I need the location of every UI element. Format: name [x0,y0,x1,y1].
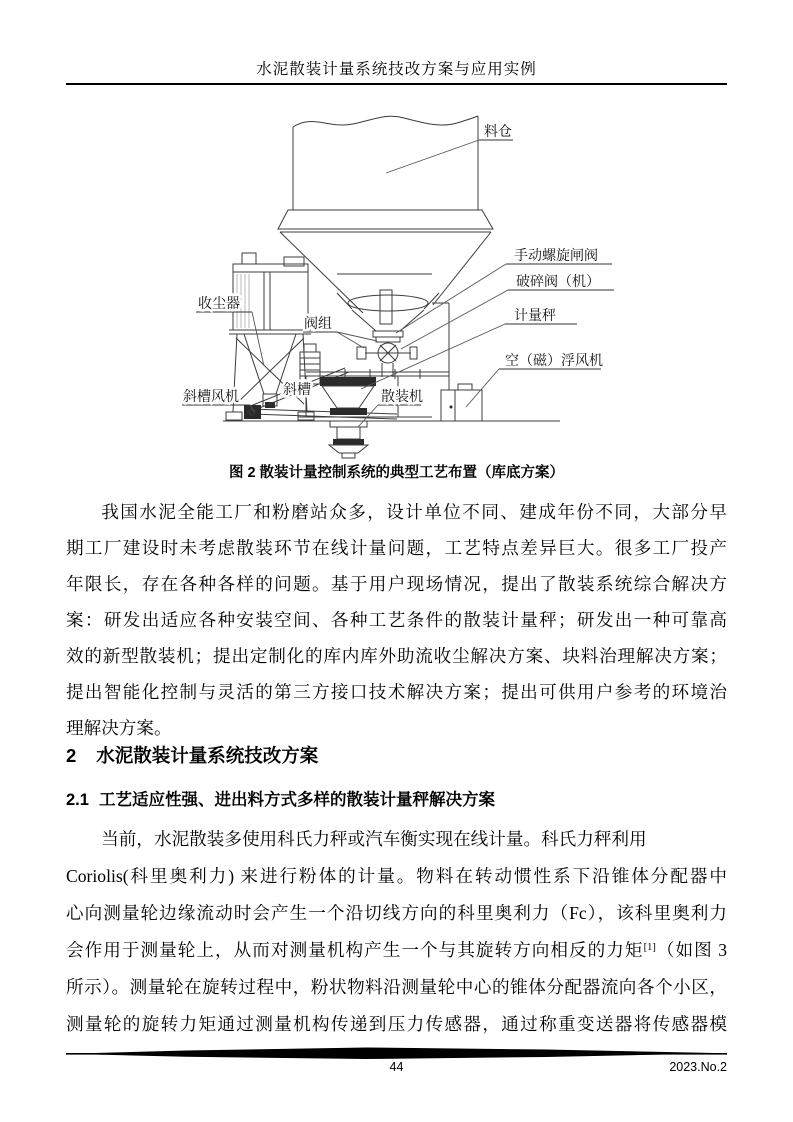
section-heading-2 [66,742,727,768]
subsection-number: 2.1 [66,791,89,809]
bulk-loader-shape [329,421,368,458]
footer-rule-shape [66,1046,727,1060]
line-text: 当前，水泥散装多使用科氏力秤或汽车衡实现在线计量。科氏力秤利用 [101,829,647,849]
label-valve-group: 阀组 [304,317,332,332]
line-text: 效的新型散装机；提出定制化的库内库外助流收尘解决方案、块料治理解决方案； [66,646,727,666]
label-manual-screw-gate-valve: 手动螺旋闸阀 [514,249,598,264]
line-text: 心向测量轮边缘流动时会产生一个沿切线方向的科里奥利力（Fc），该科里奥利力 [66,903,727,923]
text-line [66,929,727,966]
line-text-after: （如图 3 [655,940,727,960]
label-dust-collector: 收尘器 [198,297,240,312]
text-line [66,818,727,855]
figure-caption: 图 2 散装计量控制系统的典型工艺布置（库底方案） [228,465,565,481]
section-title: 水泥散装计量系统技改方案 [96,745,319,766]
text-line [66,855,727,892]
label-silo: 料仓 [484,125,512,140]
text-line [66,492,727,528]
line-text: 案：研发出适应各种安装空间、各种工艺条件的散装计量秤；研发出一种可靠高 [66,610,727,630]
line-text: 所示）。测量轮在旋转过程中，粉状物料沿测量轮中心的锥体分配器流向各个小区， [66,977,727,997]
footer-page-number: 44 [389,1060,404,1074]
process-diagram [66,95,727,465]
line-text: 期工厂建设时未考虑散装环节在线计量问题，工艺特点差异巨大。很多工厂投产 [66,538,727,558]
label-bulk-loader: 散装机 [381,390,423,405]
label-chute: 斜槽 [283,383,311,398]
air-pipe-shape [432,303,449,390]
text-line [66,672,727,708]
text-line [66,564,727,600]
line-text: 提出智能化控制与灵活的第三方接口技术解决方案；提出可供用户参考的环境治 [66,682,727,702]
text-line [66,528,727,564]
fan-box-shape [441,384,482,421]
text-line [66,600,727,636]
valve-stack-shape [357,331,417,377]
footer-rule [66,1046,727,1060]
paragraph-1 [66,492,727,744]
text-line [66,708,727,744]
page-header-title: 水泥散装计量系统技改方案与应用实例 [256,61,537,78]
line-text: Coriolis(科里奥利力) 来进行粉体的计量。物料在转动惯性系下沿锥体分配器中 [66,866,727,886]
silo-shape [278,116,493,313]
subsection-title: 工艺适应性强、进出料方式多样的散装计量秤解决方案 [98,791,495,809]
label-chute-fan: 斜槽风机 [183,390,239,405]
line-text: 理解决方案。 [66,718,172,738]
header-rule [66,83,727,85]
subsection-heading-2-1 [66,786,727,810]
section-number: 2 [66,745,77,766]
figure-2 [66,95,727,465]
text-line [66,1003,727,1040]
line-text: 测量轮的旋转力矩通过测量机构传递到压力传感器，通过称重变送器将传感器模 [66,1014,727,1034]
citation-superscript: [1] [643,942,656,953]
label-weighing-scale: 计量秤 [514,309,556,324]
text-line [66,892,727,929]
footer-issue-label: 2023.No.2 [669,1060,727,1074]
distributor-bowl-shape [337,290,439,331]
weighing-machine-shape [300,344,376,415]
line-text: 我国水泥全能工厂和粉磨站众多，设计单位不同、建成年份不同，大部分早 [101,502,727,522]
line-text: 年限长，存在各种各样的问题。基于用户现场情况，提出了散装系统综合解决方 [66,574,727,594]
line-text: 会作用于测量轮上，从而对测量机构产生一个与其旋转方向相反的力矩 [66,940,644,960]
paragraph-2 [66,818,727,1040]
label-crushing-valve: 破碎阀（机） [516,275,600,290]
label-air-magnetic-float-fan: 空（磁）浮风机 [505,354,603,369]
text-line [66,636,727,672]
text-line [66,966,727,1003]
